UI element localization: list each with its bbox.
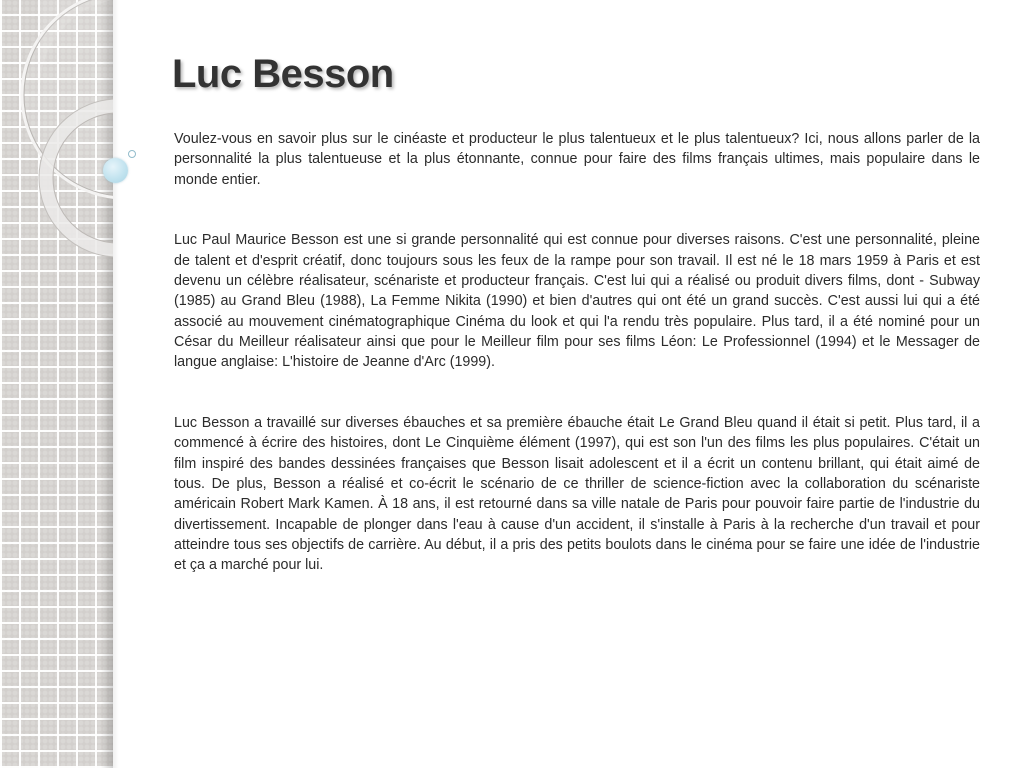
slide-title: Luc Besson: [172, 52, 394, 96]
paragraph-biography: Luc Paul Maurice Besson est une si grande personnalité qui est connue pour diverses raisons. C'est une personnalité, pleine de talent et d'esprit créatif, donc toujours sous les feux de la rampe pour son travail. Il est né le 18 mars 1959 à Paris et est devenu un célèbre réalisateur, scénariste et producteur français. C'est lui qui a réalisé ou produit divers films, dont - Subway (1985) au Grand Bleu (1988), La Femme Nikita (1990) et bien d'autres qui ont été un grand succès. C'est aussi lui qui a été associé au mouvement cinématographique Cinéma du look et qui l'a rendu très populaire. Plus tard, il a été nominé pour un César du Meilleur réalisateur ainsi que pour le Meilleur film pour ses films Léon: Le Professionnel (1994) et le Messager de langue anglaise: L'histoire de Jeanne d'Arc (1999).: [174, 232, 980, 371]
bubble-icon: [103, 158, 128, 183]
slide-body: [174, 129, 980, 616]
small-ring-icon: [128, 150, 136, 158]
decorative-circles-icon: [0, 0, 160, 260]
paragraph-intro: Voulez-vous en savoir plus sur le cinéaste et producteur le plus talentueux et le plus talentueux? Ici, nous allons parler de la personnalité la plus talentueuse et la plus étonnante, connue pour faire des films français ultimes, mais populaire dans le monde entier.: [174, 131, 980, 188]
paragraph-career: Luc Besson a travaillé sur diverses ébauches et sa première ébauche était Le Grand Bleu quand il était si petit. Plus tard, il a commencé à écrire des histoires, dont Le Cinquième élément (1997), qui est son l'un des films les plus populaires. C'était un film inspiré des bandes dessinées françaises que Besson lisait adolescent et il a écrit un contenu brillant, qui était aimé de tous. De plus, Besson a réalisé et co-écrit le scénario de ce thriller de science-fiction avec la collaboration du scénariste américain Robert Mark Kamen. À 18 ans, il est retourné dans sa ville natale de Paris pour pouvoir faire partie de l'industrie du divertissement. Incapable de plonger dans l'eau à cause d'un accident, il s'installe à Paris à la recherche d'un travail et pour atteindre tous ses objectifs de carrière. Au début, il a pris des petits boulots dans le cinéma pour se faire une idée de l'industrie et ça a marché pour lui.: [174, 415, 980, 574]
